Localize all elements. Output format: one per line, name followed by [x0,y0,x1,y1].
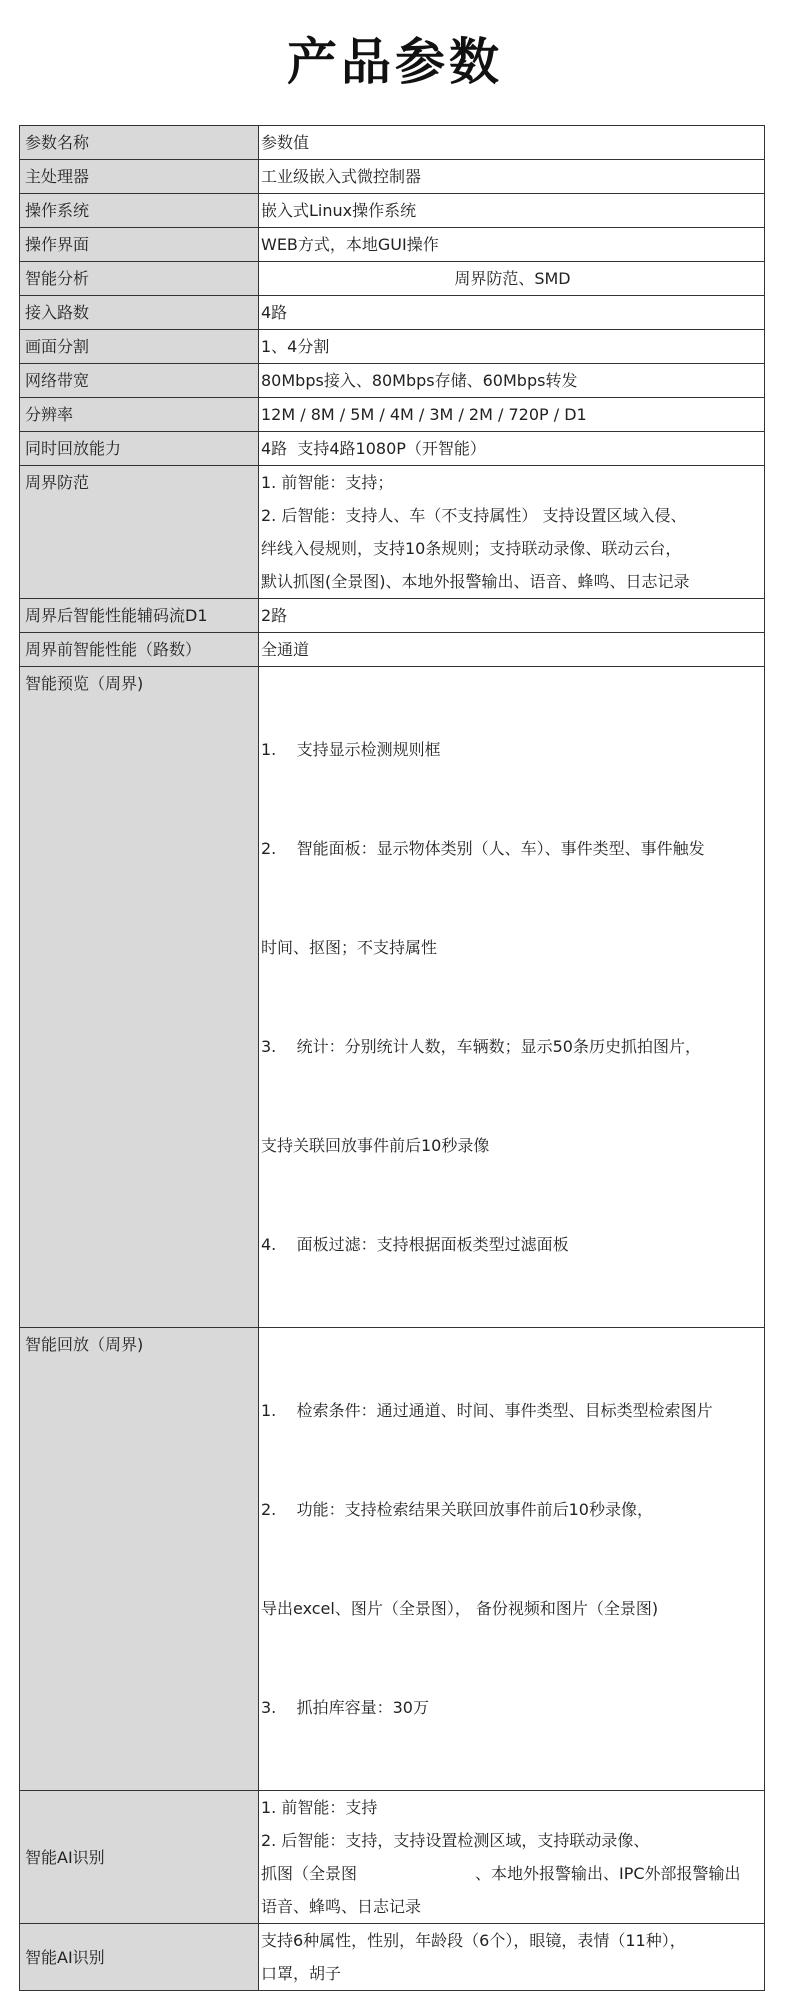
param-name: 接入路数 [20,296,259,330]
value-line: 支持关联回放事件前后10秒录像 [261,1136,490,1155]
table-row [20,330,765,364]
param-name: 智能AI识别 [20,1791,259,1924]
param-name: 智能AI识别 [20,1924,259,1991]
value-line: 1. 前智能：支持； [261,473,394,492]
value-line: 2. 后智能：支持，支持设置检测区域，支持联动录像、 [261,1831,650,1850]
table-row [20,1924,765,1991]
param-name: 主处理器 [20,160,259,194]
table-row [20,262,765,296]
value-line: 4. 面板过滤：支持根据面板类型过滤面板 [261,1235,569,1254]
param-value: 12M / 8M / 5M / 4M / 3M / 2M / 720P / D1 [259,398,765,432]
table-row [20,1791,765,1924]
param-name: 智能分析 [20,262,259,296]
table-row [20,1328,765,1791]
param-name: 周界前智能性能（路数） [20,633,259,667]
table-row [20,667,765,1328]
param-value [259,667,765,1328]
param-value [259,1924,765,1991]
value-line: 1. 前智能：支持 [261,1798,378,1817]
param-name: 智能回放（周界) [20,1328,259,1791]
value-line: 3. 统计：分别统计人数，车辆数；显示50条历史抓拍图片， [261,1037,701,1056]
param-value: 80Mbps接入、80Mbps存储、60Mbps转发 [259,364,765,398]
spec-table [19,125,765,1991]
param-value: 4路 [259,296,765,330]
param-value: 嵌入式Linux操作系统 [259,194,765,228]
param-name: 周界后智能性能辅码流D1 [20,599,259,633]
param-name: 操作系统 [20,194,259,228]
param-value [259,466,765,599]
value-line: 语音、蜂鸣、日志记录 [261,1897,422,1916]
table-row [20,228,765,262]
param-value: 周界防范、SMD [259,262,765,296]
value-line: 绊线入侵规则，支持10条规则；支持联动录像、联动云台， [261,539,682,558]
value-line: 2. 智能面板：显示物体类别（人、车）、事件类型、事件触发 [261,839,705,858]
table-row [20,599,765,633]
table-row [20,160,765,194]
value-line: 导出excel、图片（全景图）， 备份视频和图片（全景图) [261,1599,659,1618]
param-name: 分辨率 [20,398,259,432]
page-title: 产品参数 [287,33,503,91]
value-line: 2. 后智能：支持人、车（不支持属性） 支持设置区域入侵、 [261,506,687,525]
param-name: 周界防范 [20,466,259,599]
param-name: 操作界面 [20,228,259,262]
param-value: WEB方式，本地GUI操作 [259,228,765,262]
table-row [20,364,765,398]
table-row [20,296,765,330]
value-line [261,1857,764,1890]
param-value: 工业级嵌入式微控制器 [259,160,765,194]
value-line: 时间、抠图；不支持属性 [261,938,438,957]
param-name: 画面分割 [20,330,259,364]
value-line-end: 、本地外报警输出、IPC外部报警输出 [475,1864,741,1883]
table-row [20,432,765,466]
value-line: 2. 功能：支持检索结果关联回放事件前后10秒录像， [261,1500,653,1519]
param-value: 1、4分割 [259,330,765,364]
value-line: 1. 检索条件：通过通道、时间、事件类型、目标类型检索图片 [261,1401,713,1420]
param-name: 智能预览（周界) [20,667,259,1328]
param-value: 4路 支持4路1080P（开智能） [259,432,765,466]
header-value-cell: 参数值 [259,126,765,160]
value-line: 1. 支持显示检测规则框 [261,740,441,759]
param-value [259,1791,765,1924]
table-row [20,633,765,667]
param-name: 网络带宽 [20,364,259,398]
header-name-cell: 参数名称 [20,126,259,160]
value-line-start: 抓图（全景图 [261,1864,358,1883]
param-value: 全通道 [259,633,765,667]
table-row [20,466,765,599]
value-line: 默认抓图(全景图)、本地外报警输出、语音、蜂鸣、日志记录 [261,572,690,591]
table-header-row [20,126,765,160]
param-value: 2路 [259,599,765,633]
value-line: 支持6种属性，性别，年龄段（6个），眼镜，表情（11种）， [261,1931,686,1950]
param-name: 同时回放能力 [20,432,259,466]
table-row [20,194,765,228]
value-line: 口罩，胡子 [261,1964,342,1983]
table-row [20,398,765,432]
value-line: 3. 抓拍库容量：30万 [261,1698,429,1717]
param-value [259,1328,765,1791]
